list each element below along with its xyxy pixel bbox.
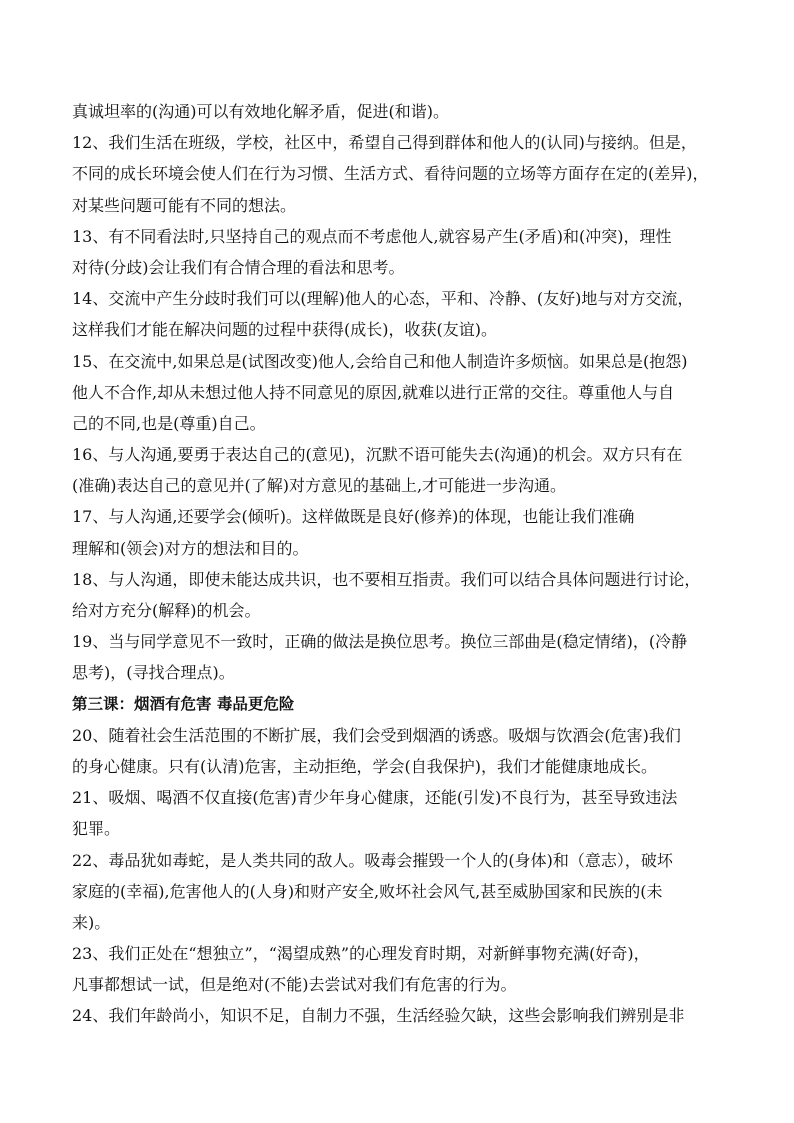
item-19-line-2: 思考)，(寻找合理点)。 [72, 663, 235, 683]
item-24-line-1: 24、我们年龄尚小，知识不足，自制力不强，生活经验欠缺，这些会影响我们辨别是非 [72, 1006, 685, 1026]
item-16-line-2: (准确)表达自己的意见并(了解)对方意见的基础上,才可能进一步沟通。 [72, 476, 567, 496]
document-body [72, 96, 724, 1032]
item-20-line-1: 20、随着社会生活范围的不断扩展，我们会受到烟酒的诱惑。吸烟与饮酒会(危害)我们 [72, 725, 681, 745]
item-18-line-2: 给对方充分(解释)的机会。 [72, 601, 261, 620]
item-22-line-3: 来)。 [72, 912, 111, 932]
section-heading: 第三课：烟酒有危害 毒品更危险 [72, 694, 295, 713]
item-20-line-2: 的身心健康。只有(认清)危害，主动拒绝，学会(自我保护)，我们才能健康地成长。 [72, 756, 657, 776]
item-13-line-1: 13、有不同看法时,只坚持自己的观点而不考虑他人,就容易产生(矛盾)和(冲突)，理性 [72, 226, 672, 246]
item-19-line-1: 19、当与同学意见不一致时，正确的做法是换位思考。换位三部曲是(稳定情绪)，(冷静 [72, 632, 688, 652]
item-14-line-1: 14、交流中产生分歧时我们可以(理解)他人的心态，平和、冷静、(友好)地与对方交流， [72, 289, 694, 309]
text-line-1: 真诚坦率的(沟通)可以有效地化解矛盾，促进(和谐)。 [72, 102, 449, 121]
item-22-line-1: 22、毒品犹如毒蛇，是人类共同的敌人。吸毒会摧毁一个人的(身体)和（意志），破坏 [72, 850, 673, 870]
item-14-line-2: 这样我们才能在解决问题的过程中获得(成长)，收获(友谊)。 [72, 320, 497, 340]
item-23-line-1: 23、我们正处在“想独立”，“渴望成熟”的心理发育时期，对新鲜事物充满(好奇)， [72, 944, 650, 964]
item-15-line-3: 己的不同,也是(尊重)自己。 [72, 413, 266, 433]
item-17-line-1: 17、与人沟通,还要学会(倾听)。这样做既是良好(修养)的体现，也能让我们准确 [72, 507, 635, 527]
item-15-line-2: 他人不合作,却从未想过他人持不同意见的原因,就难以进行正常的交往。尊重他人与自 [72, 382, 675, 402]
item-16-line-1: 16、与人沟通,要勇于表达自己的(意见)，沉默不语可能失去(沟通)的机会。双方只有在 [72, 445, 683, 465]
item-23-line-2: 凡事都想试一试，但是绝对(不能)去尝试对我们有危害的行为。 [72, 975, 517, 995]
item-13-line-2: 对待(分歧)会让我们有合情合理的看法和思考。 [72, 257, 405, 277]
item-21-line-2: 犯罪。 [72, 819, 121, 839]
item-12-line-3: 对某些问题可能有不同的想法。 [72, 195, 297, 215]
item-22-line-2: 家庭的(幸福),危害他人的(人身)和财产安全,败坏社会风气,甚至威胁国家和民族的(未 [72, 881, 663, 901]
item-18-line-1: 18、与人沟通，即使未能达成共识，也不要相互指责。我们可以结合具体问题进行讨论， [72, 569, 701, 589]
item-12-line-2: 不同的成长环境会使人们在行为习惯、生活方式、看待问题的立场等方面存在定的(差异)， [72, 164, 709, 184]
item-21-line-1: 21、吸烟、喝酒不仅直接(危害)青少年身心健康，还能(引发)不良行为，甚至导致违法 [72, 788, 678, 808]
item-17-line-2: 理解和(领会)对方的想法和目的。 [72, 538, 309, 558]
item-12-line-1: 12、我们生活在班级，学校，社区中，希望自己得到群体和他人的(认同)与接纳。但是， [72, 133, 697, 153]
item-15-line-1: 15、在交流中,如果总是(试图改变)他人,会给自己和他人制造许多烦恼。如果总是(抱怨) [72, 351, 688, 371]
